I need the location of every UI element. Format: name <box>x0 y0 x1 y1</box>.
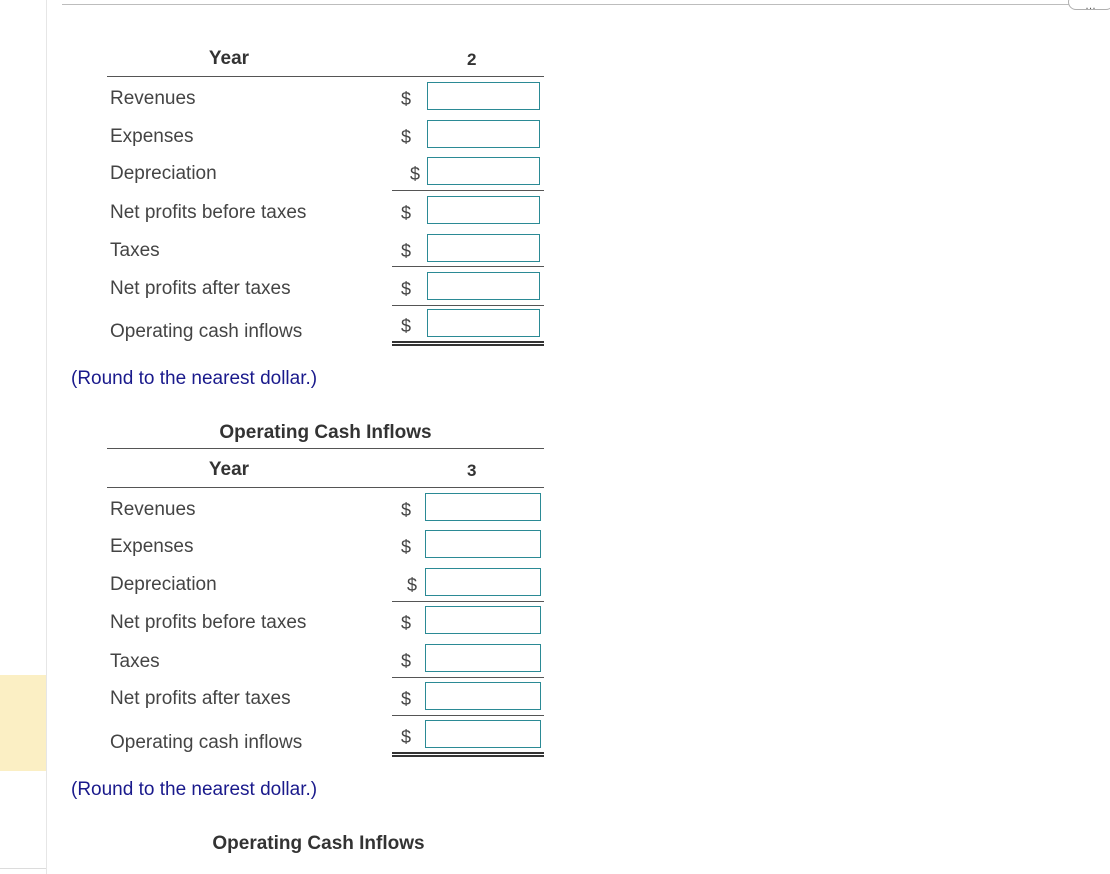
taxes-input[interactable] <box>427 234 540 262</box>
total-double-line <box>392 752 544 757</box>
currency-symbol: $ <box>401 89 412 109</box>
row-label-taxes: Taxes <box>110 651 160 672</box>
more-options-button[interactable]: … <box>1068 0 1110 10</box>
table-header: Year 2 <box>107 43 544 77</box>
table-row <box>0 120 560 158</box>
row-label-revenues: Revenues <box>110 88 196 109</box>
operating-cash-inflows-input[interactable] <box>425 720 541 748</box>
table-row <box>0 196 560 234</box>
table-row <box>0 606 560 644</box>
row-label-net-profits-before-taxes: Net profits before taxes <box>110 202 307 223</box>
subtotal-line <box>392 190 544 191</box>
revenues-input[interactable] <box>427 82 540 110</box>
revenues-input[interactable] <box>425 493 541 521</box>
currency-symbol: $ <box>401 203 412 223</box>
subtotal-line <box>392 677 544 678</box>
row-label-net-profits-after-taxes: Net profits after taxes <box>110 688 291 709</box>
row-label-net-profits-before-taxes: Net profits before taxes <box>110 612 307 633</box>
table-row <box>0 530 560 568</box>
currency-symbol: $ <box>401 727 412 747</box>
top-divider <box>62 4 1070 5</box>
table-header: Year 3 <box>107 454 544 488</box>
currency-symbol: $ <box>401 500 412 520</box>
subtotal-line <box>392 305 544 306</box>
currency-symbol: $ <box>401 279 412 299</box>
total-double-line <box>392 341 544 346</box>
row-label-taxes: Taxes <box>110 240 160 261</box>
depreciation-input[interactable] <box>427 157 540 185</box>
net-profits-after-taxes-input[interactable] <box>427 272 540 300</box>
currency-symbol: $ <box>401 127 412 147</box>
currency-symbol: $ <box>401 651 412 671</box>
row-label-operating-cash-inflows: Operating cash inflows <box>110 732 303 753</box>
rounding-note: (Round to the nearest dollar.) <box>71 779 318 800</box>
table-caption: Operating Cash Inflows <box>212 833 425 854</box>
currency-symbol: $ <box>410 164 421 184</box>
left-rail-divider <box>0 868 46 869</box>
table-caption: Operating Cash Inflows <box>219 422 432 443</box>
currency-symbol: $ <box>401 316 412 336</box>
subtotal-line <box>392 715 544 716</box>
row-label-net-profits-after-taxes: Net profits after taxes <box>110 278 291 299</box>
row-label-depreciation: Depreciation <box>110 163 217 184</box>
net-profits-after-taxes-input[interactable] <box>425 682 541 710</box>
subtotal-line <box>392 601 544 602</box>
net-profits-before-taxes-input[interactable] <box>427 196 540 224</box>
currency-symbol: $ <box>401 241 412 261</box>
row-label-revenues: Revenues <box>110 499 196 520</box>
currency-symbol: $ <box>401 613 412 633</box>
net-profits-before-taxes-input[interactable] <box>425 606 541 634</box>
row-label-depreciation: Depreciation <box>110 574 217 595</box>
expenses-input[interactable] <box>425 530 541 558</box>
subtotal-line <box>392 266 544 267</box>
rounding-note: (Round to the nearest dollar.) <box>71 368 318 389</box>
depreciation-input[interactable] <box>425 568 541 596</box>
expenses-input[interactable] <box>427 120 540 148</box>
table-row <box>0 493 560 531</box>
year-value: 2 <box>467 50 477 69</box>
table-row <box>0 82 560 120</box>
currency-symbol: $ <box>401 537 412 557</box>
currency-symbol: $ <box>401 689 412 709</box>
row-label-operating-cash-inflows: Operating cash inflows <box>110 321 303 342</box>
row-label-expenses: Expenses <box>110 536 194 557</box>
year-value: 3 <box>467 461 477 480</box>
operating-cash-inflows-input[interactable] <box>427 309 540 337</box>
caption-divider <box>107 448 544 449</box>
taxes-input[interactable] <box>425 644 541 672</box>
currency-symbol: $ <box>407 575 418 595</box>
row-label-expenses: Expenses <box>110 126 194 147</box>
